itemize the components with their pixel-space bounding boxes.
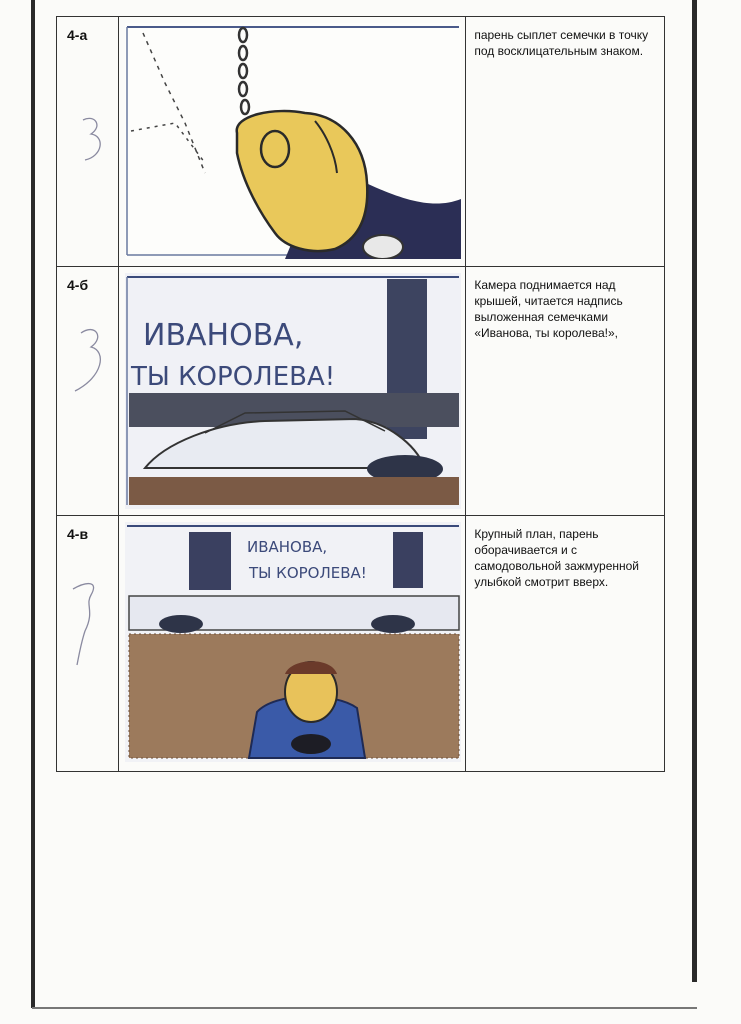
- sketch-cell: [118, 516, 466, 772]
- sketch-hand-pouring-seeds: [125, 23, 461, 259]
- shot-number: 4-в: [67, 526, 89, 542]
- sketch-inscription-line-2: ТЫ КОРОЛЕВА!: [130, 362, 336, 392]
- description-cell: [466, 516, 665, 772]
- sketch-inscription-line-2: ТЫ КОРОЛЕВА!: [248, 564, 367, 582]
- sketch-guy-looking-up: [125, 522, 461, 762]
- shot-number-cell: [57, 267, 119, 516]
- storyboard-row: [57, 516, 665, 772]
- grade-mark: [65, 571, 110, 671]
- sketch-cell: [118, 17, 466, 267]
- sketch-cell: [118, 267, 466, 516]
- shot-number: 4-б: [67, 277, 89, 293]
- page-rule-right: [692, 0, 697, 982]
- storyboard-table: [56, 16, 665, 772]
- storyboard-row: [57, 17, 665, 267]
- grade-mark: [65, 112, 110, 172]
- storyboard-row: [57, 267, 665, 516]
- description-cell: [466, 17, 665, 267]
- sketch-inscription-line-1: ИВАНОВА,: [246, 538, 328, 556]
- shot-number: 4-а: [67, 27, 88, 43]
- sketch-inscription-line-1: ИВАНОВА,: [142, 318, 304, 353]
- shot-description: Камера поднимается над крышей, читается надпись выложенная семечками «Иванова, ты королева!»,: [474, 278, 623, 340]
- grade-mark: [65, 317, 110, 397]
- shot-description: парень сыплет семечки в точку под восклицательным знаком.: [474, 28, 649, 58]
- page-bottom-line: [32, 1007, 697, 1009]
- shot-description: Крупный план, парень оборачивается и с самодовольной зажмуренной улыбкой смотрит вверх.: [474, 527, 640, 589]
- description-cell: [466, 267, 665, 516]
- shot-number-cell: [57, 17, 119, 267]
- page-rule-left: [31, 0, 35, 1008]
- sketch-roof-inscription: [125, 273, 461, 509]
- shot-number-cell: [57, 516, 119, 772]
